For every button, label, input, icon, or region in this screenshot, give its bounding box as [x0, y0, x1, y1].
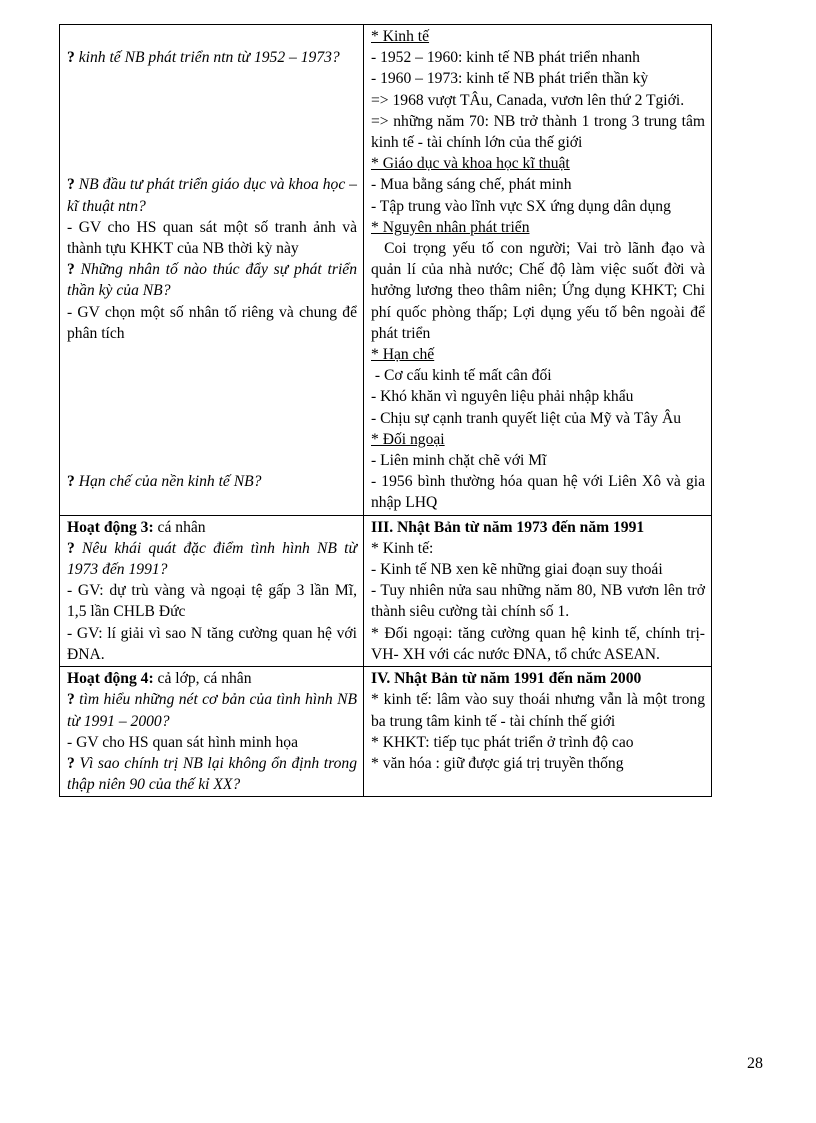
- line-text: - GV chọn một số nhân tố riêng và chung để phân tích: [67, 303, 357, 342]
- question-mark: ?: [67, 261, 81, 279]
- content-line: [371, 196, 705, 217]
- content-line: [371, 111, 705, 153]
- line-text: cả lớp, cá nhân: [153, 670, 252, 688]
- line-text: - GV cho HS quan sát một số tranh ảnh và thành tựu KHKT của NB thời kỳ này: [67, 218, 357, 257]
- activity-line: [67, 429, 357, 450]
- activity-line: [67, 344, 357, 365]
- activity-line: [67, 47, 357, 68]
- content-line: [371, 668, 705, 689]
- content-line: [371, 450, 705, 471]
- section-heading: * Hạn chế: [371, 346, 435, 364]
- lesson-table: [59, 24, 712, 797]
- question-mark: ?: [67, 176, 79, 194]
- bold-heading: Hoạt động 3:: [67, 518, 154, 536]
- line-text: kinh tế NB phát triển ntn từ 1952 – 1973?: [78, 49, 340, 67]
- activity-line: [67, 538, 357, 580]
- activity-line: [67, 153, 357, 174]
- activity-line: [67, 132, 357, 153]
- line-text: - 1952 – 1960: kinh tế NB phát triển nhanh: [371, 49, 640, 67]
- line-text: => 1968 vượt TÂu, Canada, vươn lên thứ 2 Tgiới.: [371, 91, 685, 109]
- line-text: - Chịu sự cạnh tranh quyết liệt của Mỹ và Tây Âu: [371, 409, 682, 427]
- content-line: [371, 408, 705, 429]
- activity-line: [67, 732, 357, 753]
- content-line: [371, 26, 705, 47]
- activity-line: [67, 623, 357, 665]
- line-text: Vì sao chính trị NB lại không ổn định trong thập niên 90 của thế kỉ XX?: [67, 754, 358, 794]
- line-text: Hạn chế của nền kinh tế NB?: [78, 473, 262, 491]
- activity-line: [67, 386, 357, 407]
- bold-heading: III. Nhật Bản từ năm 1973 đến năm 1991: [371, 518, 645, 536]
- activity-line: [67, 68, 357, 89]
- content-cell: [364, 515, 712, 666]
- activity-line: [67, 259, 357, 301]
- activity-line: [67, 450, 357, 471]
- line-text: cá nhân: [153, 518, 206, 536]
- content-line: [371, 580, 705, 622]
- content-line: [371, 753, 705, 774]
- content-line: [371, 68, 705, 89]
- activity-cell: [60, 515, 364, 666]
- content-cell: [364, 25, 712, 516]
- content-line: [371, 471, 705, 513]
- activity-line: [67, 471, 357, 492]
- question-mark: ?: [67, 754, 80, 772]
- line-text: * kinh tế: lâm vào suy thoái nhưng vẫn là một trong ba trung tâm kinh tế - tài chính thế giới: [371, 691, 705, 730]
- line-text: - Liên minh chặt chẽ với Mĩ: [371, 452, 547, 470]
- content-line: [371, 538, 705, 559]
- content-line: [371, 732, 705, 753]
- line-text: * Đối ngoại: tăng cường quan hệ kinh tế, chính trị-VH- XH với các nước ĐNA, tổ chức ASEAN.: [371, 624, 705, 663]
- activity-line: [67, 753, 357, 795]
- line-text: - GV cho HS quan sát hình minh họa: [67, 733, 298, 751]
- question-mark: ?: [67, 473, 79, 491]
- activity-line: [67, 580, 357, 622]
- content-line: [371, 517, 705, 538]
- content-line: [371, 559, 705, 580]
- line-text: * Kinh tế:: [371, 539, 434, 557]
- content-line: [371, 386, 705, 407]
- activity-line: [67, 408, 357, 429]
- content-line: [371, 153, 705, 174]
- content-line: [371, 90, 705, 111]
- section-heading: * Kinh tế: [371, 28, 430, 45]
- line-text: - 1956 bình thường hóa quan hệ với Liên Xô và gia nhập LHQ: [371, 473, 705, 512]
- line-text: Coi trọng yếu tố con người; Vai trò lãnh đạo và quản lí của nhà nước; Chế độ làm việc suốt đời và hưởng lương theo thâm niên; Ứng dụng KHKT; Chi phí quốc phòng thấp; Lợi dụng yếu tố bên ngoài để phát triển: [371, 240, 709, 342]
- activity-line: [67, 517, 357, 538]
- activity-line: [67, 217, 357, 259]
- line-text: Nêu khái quát đặc điểm tình hình NB từ 1973 đến 1991?: [67, 539, 357, 579]
- content-line: [371, 238, 709, 344]
- bold-heading: IV. Nhật Bản từ năm 1991 đến năm 2000: [371, 670, 642, 688]
- lesson-table-body: [60, 25, 712, 797]
- activity-line: [67, 365, 357, 386]
- question-mark: ?: [67, 691, 80, 709]
- line-text: * văn hóa : giữ được giá trị truyền thống: [371, 754, 624, 772]
- line-text: NB đầu tư phát triển giáo dục và khoa học – kĩ thuật ntn?: [67, 176, 357, 215]
- line-text: - Tập trung vào lĩnh vực SX ứng dụng dân dụng: [371, 197, 671, 215]
- content-line: [371, 174, 705, 195]
- activity-line: [67, 668, 357, 689]
- activity-line: [67, 174, 357, 216]
- content-line: [371, 689, 705, 731]
- line-text: * KHKT: tiếp tục phát triển ở trình độ cao: [371, 733, 634, 751]
- line-text: tìm hiểu những nét cơ bản của tình hình NB từ 1991 – 2000?: [67, 691, 357, 730]
- content-line: [371, 344, 705, 365]
- line-text: - Kinh tế NB xen kẽ những giai đoạn suy thoái: [371, 561, 663, 579]
- bold-heading: Hoạt động 4:: [67, 670, 154, 688]
- section-heading: * Đối ngoại: [371, 430, 445, 448]
- line-text: => những năm 70: NB trở thành 1 trong 3 trung tâm kinh tế - tài chính lớn của thế giới: [371, 112, 705, 152]
- table-row: [60, 515, 712, 666]
- activity-line: [67, 689, 357, 731]
- question-mark: ?: [67, 539, 83, 557]
- line-text: - Cơ cấu kinh tế mất cân đối: [371, 367, 552, 385]
- question-mark: ?: [67, 49, 79, 67]
- line-text: - GV: lí giải vì sao N tăng cường quan hệ với ĐNA.: [67, 624, 357, 663]
- section-heading: * Nguyên nhân phát triển: [371, 218, 530, 236]
- line-text: - GV: dự trù vàng và ngoại tệ gấp 3 lần Mĩ, 1,5 lần CHLB Đức: [67, 582, 357, 621]
- content-line: [371, 47, 705, 68]
- table-row: [60, 667, 712, 797]
- content-line: [371, 623, 705, 665]
- line-text: - Tuy nhiên nửa sau những năm 80, NB vươn lên trở thành siêu cường tài chính số 1.: [371, 582, 705, 621]
- content-line: [371, 429, 705, 450]
- line-text: - Khó khăn vì nguyên liệu phải nhập khẩu: [371, 388, 634, 406]
- content-line: [371, 217, 705, 238]
- content-cell: [364, 667, 712, 797]
- activity-line: [67, 90, 357, 111]
- line-text: Những nhân tố nào thúc đẩy sự phát triển thần kỳ của NB?: [67, 261, 357, 300]
- section-heading: * Giáo dục và khoa học kĩ thuật: [371, 155, 570, 173]
- activity-line: [67, 302, 357, 344]
- activity-line: [67, 111, 357, 132]
- page-number: 28: [747, 1055, 763, 1072]
- content-line: [371, 365, 705, 386]
- line-text: - Mua bằng sáng chế, phát minh: [371, 176, 572, 194]
- activity-line: [67, 26, 357, 47]
- activity-cell: [60, 25, 364, 516]
- activity-cell: [60, 667, 364, 797]
- table-row: [60, 25, 712, 516]
- line-text: - 1960 – 1973: kinh tế NB phát triển thần kỳ: [371, 70, 649, 88]
